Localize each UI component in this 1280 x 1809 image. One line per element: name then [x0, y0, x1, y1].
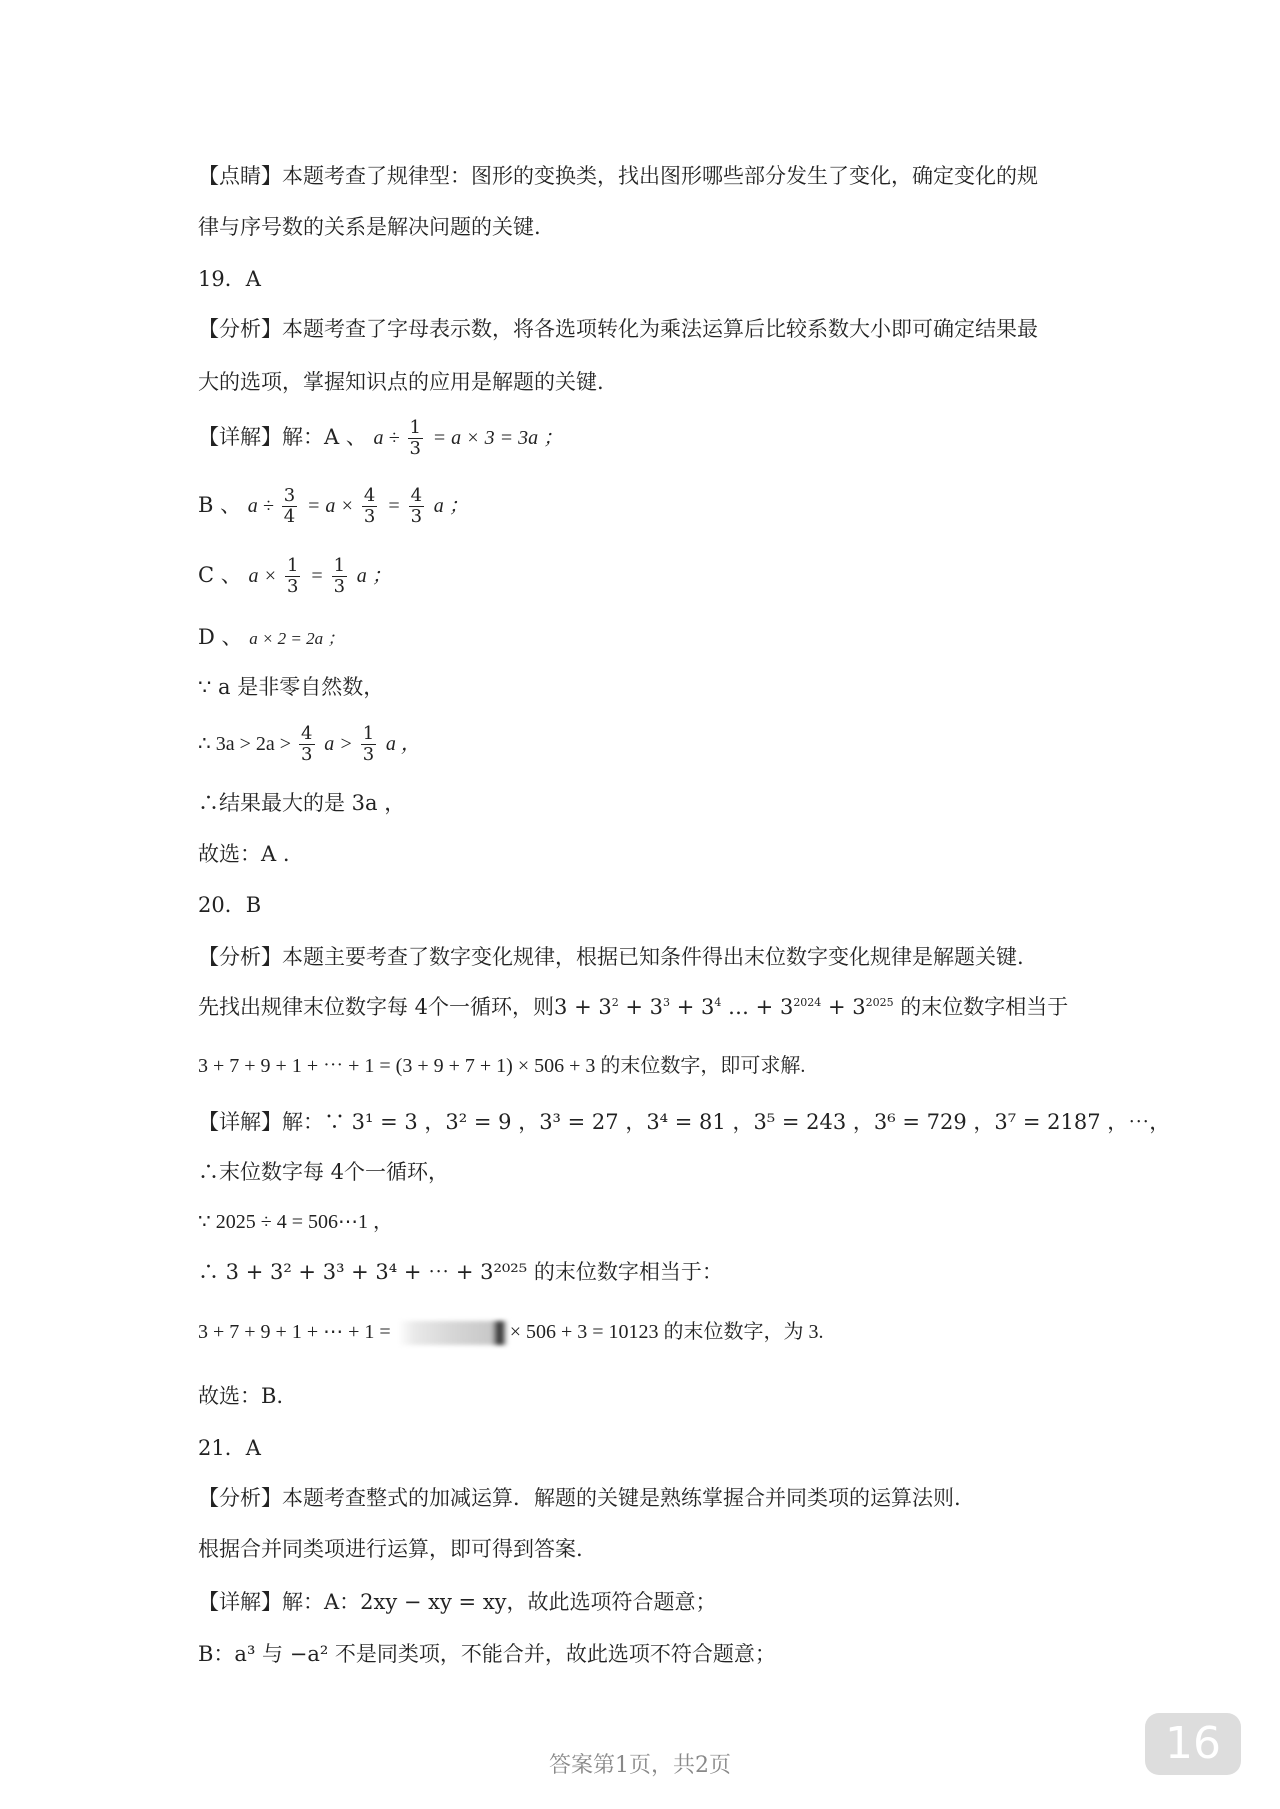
- analysis-l2-a: 先找出规律末位数字每 4个一循环，则3 + 3: [198, 995, 612, 1019]
- exponent: 2024: [793, 996, 822, 1009]
- fraction: [332, 556, 347, 597]
- blurred-region: [398, 1321, 508, 1345]
- frac-den: 3: [363, 506, 376, 527]
- option-b-label: B 、: [198, 493, 242, 517]
- q20-analysis-line3: 3 + 7 + 9 + 1 + ⋯ + 1 = (3 + 9 + 7 + 1) × 506 + 3 的末位数字，即可求解.: [198, 1055, 806, 1077]
- fraction: [408, 418, 423, 459]
- expr-b4: a ；: [433, 495, 469, 517]
- option-c-label: C 、: [198, 563, 242, 587]
- q19-analysis-line1: 【分析】本题考查了字母表示数，将各选项转化为乘法运算后比较系数大小即可确定结果最: [198, 317, 1038, 341]
- q19-result: ∴结果最大的是 3a ，: [198, 791, 406, 815]
- frac-num: 3: [283, 485, 296, 506]
- frac-num: 1: [286, 555, 299, 576]
- q20-choice: 故选：B.: [198, 1384, 284, 1408]
- q19-because: ∵ a 是非零自然数，: [198, 675, 385, 699]
- therefore-a: ∴ 3a > 2a >: [198, 733, 297, 755]
- q19-option-d: [198, 623, 344, 653]
- q20-detail-line3: ∵ 2025 ÷ 4 = 506⋯1 ，: [198, 1211, 393, 1233]
- exponent: 2025: [865, 996, 894, 1009]
- q20-detail-line5: [198, 1318, 824, 1346]
- plus: + 3: [670, 995, 715, 1019]
- frac-den: 3: [410, 506, 423, 527]
- fraction: [285, 556, 300, 597]
- expr-c3: a ；: [356, 565, 392, 587]
- q20-analysis-line2: [198, 993, 1068, 1021]
- q20-analysis-line1: 【分析】本题主要考查了数字变化规律，根据已知条件得出末位数字变化规律是解题关键.: [198, 945, 1024, 969]
- option-d-label: D 、: [198, 625, 243, 649]
- therefore-b: a >: [324, 733, 358, 755]
- q19-option-b: [198, 486, 469, 527]
- exponent: 3: [663, 996, 671, 1009]
- fraction: [282, 486, 297, 527]
- frac-num: 1: [333, 555, 346, 576]
- expr-c1: a ×: [248, 565, 282, 587]
- frac-num: 1: [409, 417, 421, 438]
- detail-label: 【详解】解：A 、: [198, 425, 367, 449]
- frac-num: 4: [410, 485, 423, 506]
- fraction: [362, 486, 377, 527]
- q18-dianjing-line2: 律与序号数的关系是解决问题的关键.: [198, 215, 541, 239]
- q19-therefore: [198, 724, 421, 765]
- fraction: [409, 486, 424, 527]
- expr-b3: =: [387, 495, 406, 517]
- exponent: 4: [714, 996, 722, 1009]
- frac-den: 3: [286, 576, 299, 597]
- q21-answer: 21．A: [198, 1436, 261, 1460]
- q20-answer: 20．B: [198, 893, 262, 917]
- q19-analysis-line2: 大的选项，掌握知识点的应用是解题的关键.: [198, 370, 604, 394]
- plus: + 3: [821, 995, 866, 1019]
- page-number-badge[interactable]: 16: [1145, 1713, 1241, 1775]
- plus: … + 3: [721, 995, 794, 1019]
- expr-b2: = a ×: [306, 495, 359, 517]
- q20-detail-line4: ∴ 3 + 3² + 3³ + 3⁴ + ⋯ + 3²⁰²⁵ 的末位数字相当于：: [198, 1260, 723, 1284]
- q20-detail-line1: 【详解】解：∵ 3¹ = 3 ，3² = 9 ，3³ = 27 ，3⁴ = 81 ，3⁵ = 243 ，3⁶ = 729 ，3⁷ = 2187 ，⋯，: [198, 1110, 1171, 1134]
- q21-analysis-line1: 【分析】本题考查整式的加减运算．解题的关键是熟练掌握合并同类项的运算法则.: [198, 1486, 961, 1510]
- q19-choice: 故选：A .: [198, 842, 290, 866]
- detail-l5-b: × 506 + 3 = 10123 的末位数字，为 3.: [509, 1321, 824, 1343]
- expr-a1: a ÷: [373, 427, 405, 449]
- q18-dianjing-line1: 【点睛】本题考查了规律型：图形的变换类，找出图形哪些部分发生了变化，确定变化的规: [198, 164, 1038, 188]
- therefore-c: a ，: [385, 733, 421, 755]
- frac-num: 4: [301, 723, 313, 744]
- fraction: [299, 724, 314, 765]
- frac-den: 3: [333, 576, 346, 597]
- expr-b1: a ÷: [247, 495, 279, 517]
- q19-detail-option-a: [198, 418, 563, 459]
- q21-detail-line1: 【详解】解：A：2xy − xy = xy，故此选项符合题意；: [198, 1590, 717, 1614]
- expr-c2: =: [310, 565, 329, 587]
- frac-den: 3: [301, 744, 313, 765]
- page-footer: 答案第1页，共2页: [549, 1753, 731, 1778]
- fraction: [361, 724, 376, 765]
- frac-den: 3: [409, 438, 421, 459]
- frac-num: 1: [362, 723, 375, 744]
- detail-l5-a: 3 + 7 + 9 + 1 + ⋯ + 1 =: [198, 1321, 396, 1343]
- frac-num: 4: [363, 485, 376, 506]
- expr-d: a × 2 = 2a ；: [249, 629, 345, 648]
- q19-option-c: [198, 556, 392, 597]
- q20-detail-line2: ∴末位数字每 4个一循环，: [198, 1160, 450, 1184]
- q21-analysis-line2: 根据合并同类项进行运算，即可得到答案.: [198, 1537, 583, 1561]
- analysis-l2-b: 的末位数字相当于: [893, 995, 1069, 1019]
- frac-den: 3: [362, 744, 375, 765]
- q19-answer: 19．A: [198, 267, 261, 291]
- plus: + 3: [618, 995, 664, 1019]
- expr-a2: = a × 3 = 3a ；: [432, 427, 564, 449]
- q21-detail-line2: B：a³ 与 −a² 不是同类项，不能合并，故此选项不符合题意；: [198, 1642, 776, 1666]
- exponent: 2: [611, 996, 619, 1009]
- frac-den: 4: [283, 506, 296, 527]
